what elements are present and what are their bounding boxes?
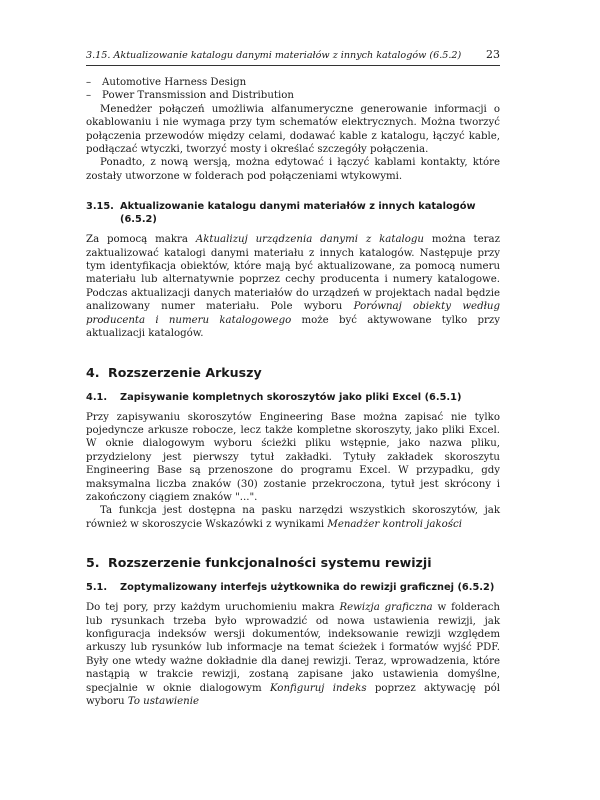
section-title: Zoptymalizowany interfejs użytkownika do rewizji graficznej (6.5.2) <box>120 582 495 594</box>
running-header <box>86 48 500 66</box>
paragraph-new-version: Ponadto, z nową wersją, można edytować i łączyć kablami kontakty, które zostały utworzone w folderach pod połączeniami wtykowymi. <box>86 157 500 182</box>
dialog-name: Konfiguruj indeks <box>269 682 367 694</box>
text-run: może być aktywowane tylko przy aktualizacji katalogów. <box>86 314 500 340</box>
paragraph-revision-ui <box>86 601 500 708</box>
section-heading-4-1 <box>86 391 500 404</box>
chapter-heading-5 <box>86 555 500 570</box>
section-number: 4.1. <box>86 391 108 403</box>
list-bullet: – <box>86 90 92 102</box>
macro-name: Aktualizuj urządzenia danymi z katalogu <box>195 234 424 246</box>
text-run: Do tej pory, przy każdym uruchomieniu makra <box>86 602 340 614</box>
chapter-number: 4. <box>86 364 100 380</box>
macro-name: Rewizja graficzna <box>339 602 433 614</box>
paragraph-toolbar-function <box>86 504 500 531</box>
list-item <box>86 89 500 102</box>
tool-name: Menadżer kontroli jakości <box>327 518 462 530</box>
chapter-title: Rozszerzenie Arkuszy <box>108 364 262 380</box>
list-item <box>86 76 500 89</box>
list-item-text: Automotive Harness Design <box>102 77 247 88</box>
list-item-text: Power Transmission and Distribution <box>102 90 294 102</box>
chapter-title: Rozszerzenie funkcjonalności systemu rewizji <box>108 555 432 571</box>
text-run: w folderach lub rysunkach trzeba było wprowadzić od nowa ustawienia rewizji, jak konfiguracja indeksów wersji dokumentów, indeksowanie rewizji względem arkuszy lub rysunków lub informacje na temat ścieżek i formatów wyjść PDF. Były one wtedy ważne dokładnie dla danej rewizji. Teraz, wprowadzenia, które nastąpią w trakcie rewizji, zostaną zapisane jako ustawienia domyślne, specjalnie w oknie dialogowym <box>86 602 500 694</box>
text-run: można teraz zaktualizować katalogi danymi materiału z innych katalogów. Następuje przy tym identyfikacja obiektów, które mają być aktualizowane, za pomocą numeru materiału lub alternatywnie poprzez cechy producenta i numery katalogowe. Podczas aktualizacji danych materiałów do urządzeń w projektach nadal będzie analizowany numer materiału. Pole wyboru <box>86 234 500 313</box>
page-number: 23 <box>486 48 500 61</box>
paragraph-excel-export: Przy zapisywaniu skoroszytów Engineering Base można zapisać nie tylko pojedyncze arkusze robocze, lecz także kompletne skoroszyty, jako pliki Excel. W oknie dialogowym wyboru ścieżki pliku wstępnie, jako nazwa pliku, przydzielony jest pierwszy tytuł zakładki. Tytuły zakładek skoroszytu Engineering Base są przenoszone do programu Excel. W przypadku, gdy maksymalna liczba znaków (30) zostanie przekroczona, tytuł jest skrócony i zakończony ciągiem znaków "...". <box>86 411 500 503</box>
chapter-number: 5. <box>86 555 100 571</box>
bullet-list <box>86 76 500 103</box>
section-title: Aktualizowanie katalogu danymi materiałów z innych katalogów (6.5.2) <box>120 201 476 226</box>
paragraph-connection-manager: Menedżer połączeń umożliwia alfanumeryczne generowanie informacji o okablowaniu i nie wymaga przy tym schematów elektrycznych. Można tworzyć połączenia przewodów między celami, dodawać kable z katalogu, łączyć kable, podłączać wtyczki, tworzyć mosty i określać szczegóły połączenia. <box>86 103 500 156</box>
section-heading-5-1 <box>86 581 500 594</box>
checkbox-name: Porównaj obiekty według producenta i numeru katalogowego <box>86 301 500 326</box>
section-heading-3-15 <box>86 200 500 226</box>
text-run: poprzez aktywację pól wyboru <box>86 682 500 707</box>
list-bullet: – <box>86 77 92 88</box>
section-title: Zapisywanie kompletnych skoroszytów jako pliki Excel (6.5.1) <box>120 391 462 403</box>
section-number: 5.1. <box>86 582 108 594</box>
running-header-title: 3.15. Aktualizowanie katalogu danymi materiałów z innych katalogów (6.5.2) <box>86 50 462 61</box>
text-run: Ta funkcja jest dostępna na pasku narzędzi wszystkich skoroszytów, jak również w skoroszycie Wskazówki z wynikami <box>86 505 500 530</box>
section-number: 3.15. <box>86 201 114 213</box>
chapter-heading-4 <box>86 365 500 380</box>
document-page <box>86 48 500 708</box>
text-run: Za pomocą makra <box>86 234 196 246</box>
checkbox-name: To ustawienie <box>127 696 199 707</box>
paragraph-catalog-update <box>86 233 500 340</box>
